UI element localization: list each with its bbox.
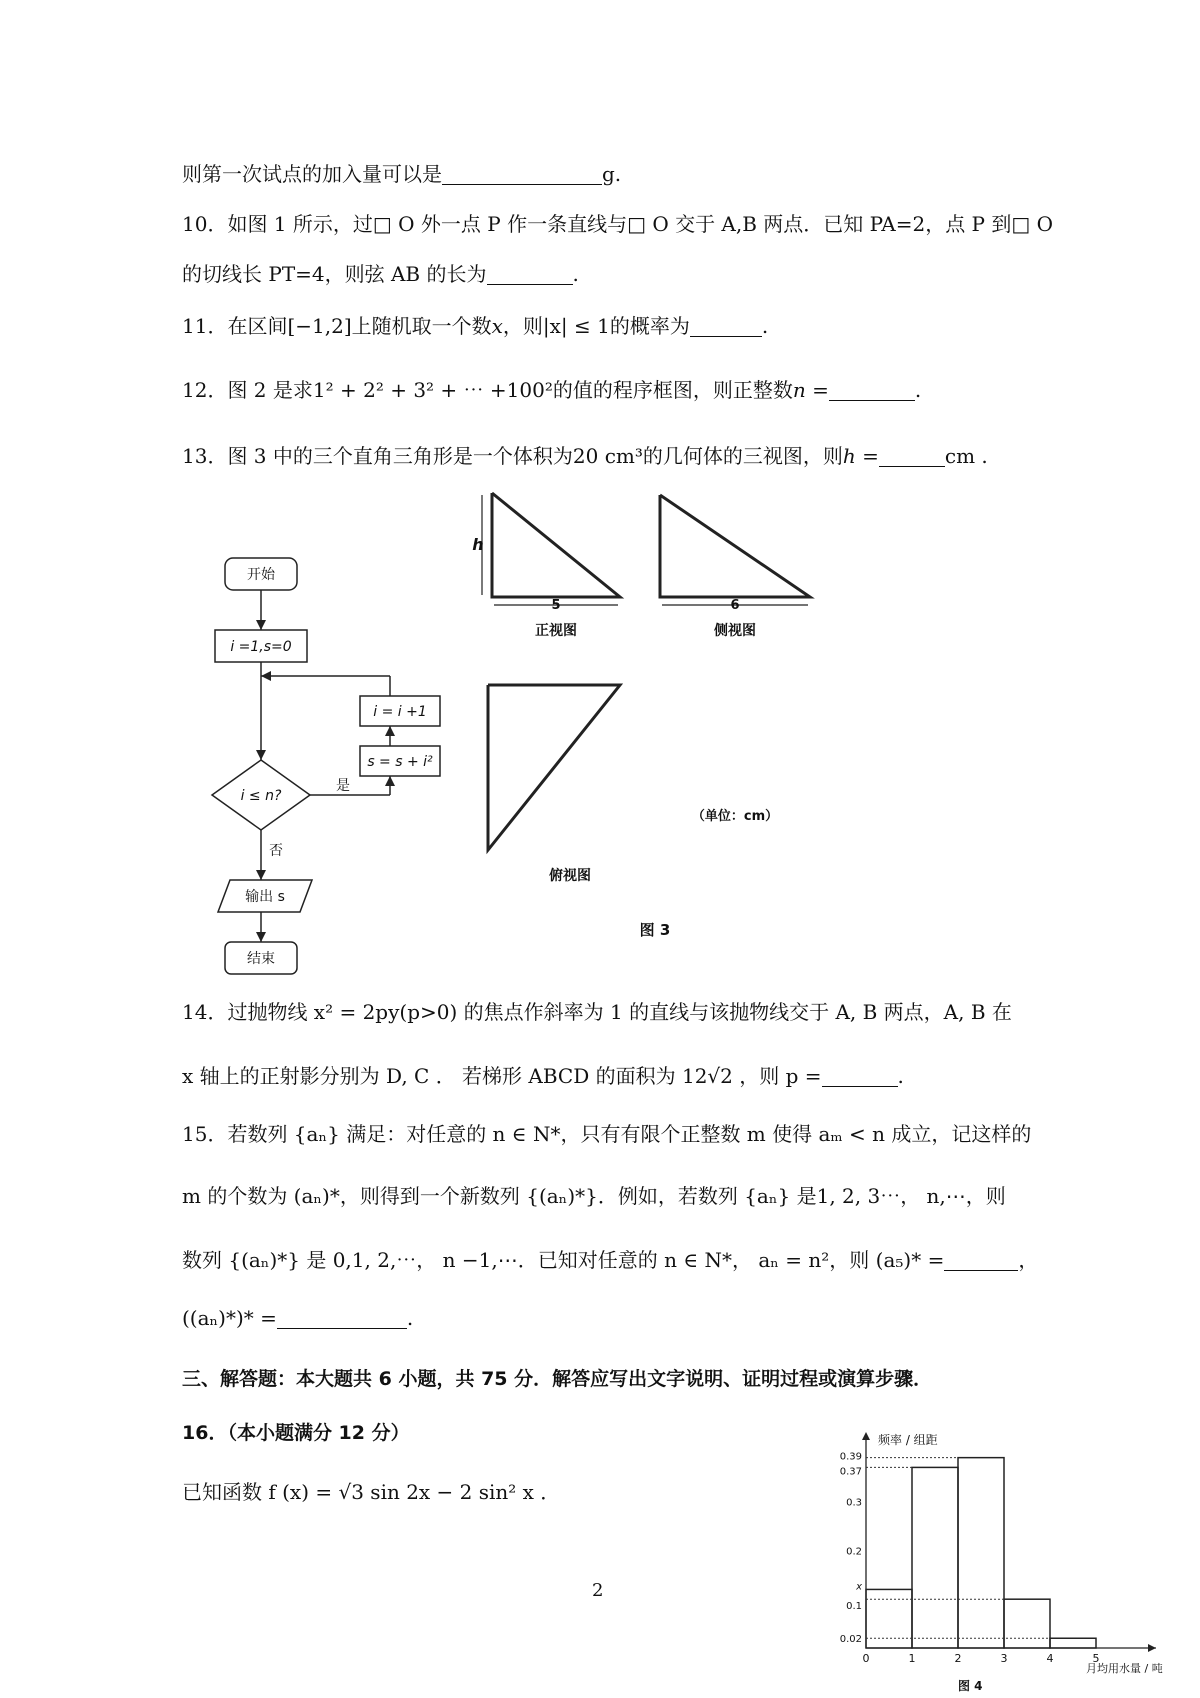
- x-tick-label: 1: [908, 1652, 916, 1665]
- figure-3-label: 图 3: [639, 921, 671, 939]
- q10-line1: 10．如图 1 所示，过□ O 外一点 P 作一条直线与□ O 交于 A,B 两点．已知 PA=2，点 P 到□ O: [182, 212, 1054, 236]
- x-tick-label: 2: [954, 1652, 962, 1665]
- q13: 13．图 3 中的三个直角三角形是一个体积为20 cm³的几何体的三视图，则h = cm .: [182, 444, 988, 468]
- fc-end-label: 结束: [247, 951, 275, 967]
- side-view-label: 侧视图: [714, 623, 756, 639]
- y-tick-label: 0.2: [846, 1546, 862, 1558]
- x-axis-arrow: [1148, 1644, 1156, 1652]
- flowchart: [200, 550, 460, 980]
- answer-blank[interactable]: [944, 1250, 1018, 1271]
- fc-yes-label: 是: [336, 778, 350, 794]
- y-tick-label: 0.37: [839, 1466, 862, 1478]
- histogram-bar: [866, 1589, 912, 1648]
- histogram-bar: [912, 1467, 958, 1648]
- fc-cond-label: i ≤ n?: [240, 788, 282, 804]
- top-view-triangle: [488, 685, 620, 850]
- answer-blank[interactable]: [442, 164, 602, 185]
- q16-heading: 16．（本小题满分 12 分）: [182, 1422, 410, 1444]
- chart-xlabel: 月均用水量 / 吨: [1086, 1662, 1163, 1675]
- answer-blank[interactable]: [690, 316, 762, 337]
- q15-line2: m 的个数为 (aₙ)*，则得到一个新数列 {(aₙ)*}．例如，若数列 {aₙ} 是1, 2, 3⋯， n,⋯，则: [182, 1184, 1006, 1208]
- q12: 12．图 2 是求1² + 2² + 3² + ⋯ +100²的值的程序框图，则正整数n = .: [182, 378, 922, 402]
- x-tick-label: 5: [1092, 1652, 1100, 1665]
- fc-inc-label: i = i +1: [373, 704, 427, 720]
- q16-text: 已知函数 f (x) = √3 sin 2x − 2 sin² x ．: [182, 1480, 561, 1504]
- q14-line2: x 轴上的正射影分别为 D, C ． 若梯形 ABCD 的面积为 12√2 ，则 p = .: [182, 1064, 904, 1088]
- unit-label: （单位：cm）: [691, 809, 779, 824]
- y-tick-label: 0.1: [846, 1601, 862, 1613]
- answer-blank[interactable]: [277, 1308, 407, 1329]
- front-view-h: h: [472, 535, 484, 554]
- y-tick-label: x: [856, 1581, 862, 1593]
- q15-line3: 数列 {(aₙ)*} 是 0,1, 2,⋯， n −1,⋯．已知对任意的 n ∈ N*， aₙ = n²，则 (a₅)* = ，: [182, 1248, 1039, 1272]
- x-tick-label: 4: [1046, 1652, 1054, 1665]
- page-number: 2: [592, 1580, 604, 1601]
- answer-blank[interactable]: [487, 264, 573, 285]
- answer-blank[interactable]: [829, 380, 915, 401]
- chart-title: 图 4: [958, 1679, 983, 1692]
- front-view-triangle: [492, 493, 620, 597]
- top-view-label: 俯视图: [549, 868, 591, 884]
- q9-tail: 则第一次试点的加入量可以是 g.: [182, 162, 622, 186]
- q11: 11．在区间[−1,2]上随机取一个数x，则|x| ≤ 1的概率为 .: [182, 314, 769, 338]
- y-tick-label: 0.39: [839, 1451, 862, 1463]
- histogram-bar: [1004, 1599, 1050, 1648]
- side-view-base: 6: [730, 598, 740, 613]
- y-axis-arrow: [862, 1432, 870, 1440]
- histogram-chart: [838, 1420, 1168, 1692]
- fc-no-label: 否: [269, 843, 283, 859]
- y-tick-label: 0.3: [846, 1497, 862, 1509]
- histogram-bar: [958, 1458, 1004, 1648]
- section-3-heading: 三、解答题：本大题共 6 小题，共 75 分．解答应写出文字说明、证明过程或演算步骤．: [182, 1368, 933, 1390]
- fc-start-label: 开始: [247, 567, 275, 583]
- answer-blank[interactable]: [822, 1066, 898, 1087]
- side-view-triangle: [660, 495, 810, 597]
- y-tick-label: 0.02: [839, 1634, 862, 1646]
- q15-line4: ((aₙ)*)* = .: [182, 1306, 414, 1330]
- q15-line1: 15．若数列 {aₙ} 满足：对任意的 n ∈ N*，只有有限个正整数 m 使得 aₘ < n 成立，记这样的: [182, 1122, 1032, 1146]
- front-view-label: 正视图: [535, 623, 577, 639]
- fc-init-label: i =1,s=0: [230, 639, 292, 655]
- histogram-bar: [1050, 1638, 1096, 1648]
- q14-line1: 14．过抛物线 x² = 2py(p>0) 的焦点作斜率为 1 的直线与该抛物线交于 A, B 两点，A, B 在: [182, 1000, 1012, 1024]
- answer-blank[interactable]: [879, 446, 945, 467]
- three-views-figure: [470, 485, 850, 945]
- fc-output-label: 输出 s: [245, 889, 285, 905]
- x-tick-label: 3: [1000, 1652, 1008, 1665]
- q10-line2: 的切线长 PT=4，则弦 AB 的长为 .: [182, 262, 579, 286]
- front-view-base: 5: [551, 598, 561, 613]
- fc-accum-label: s = s + i²: [367, 754, 433, 770]
- x-tick-label: 0: [862, 1652, 870, 1665]
- chart-ylabel: 频率 / 组距: [878, 1433, 938, 1447]
